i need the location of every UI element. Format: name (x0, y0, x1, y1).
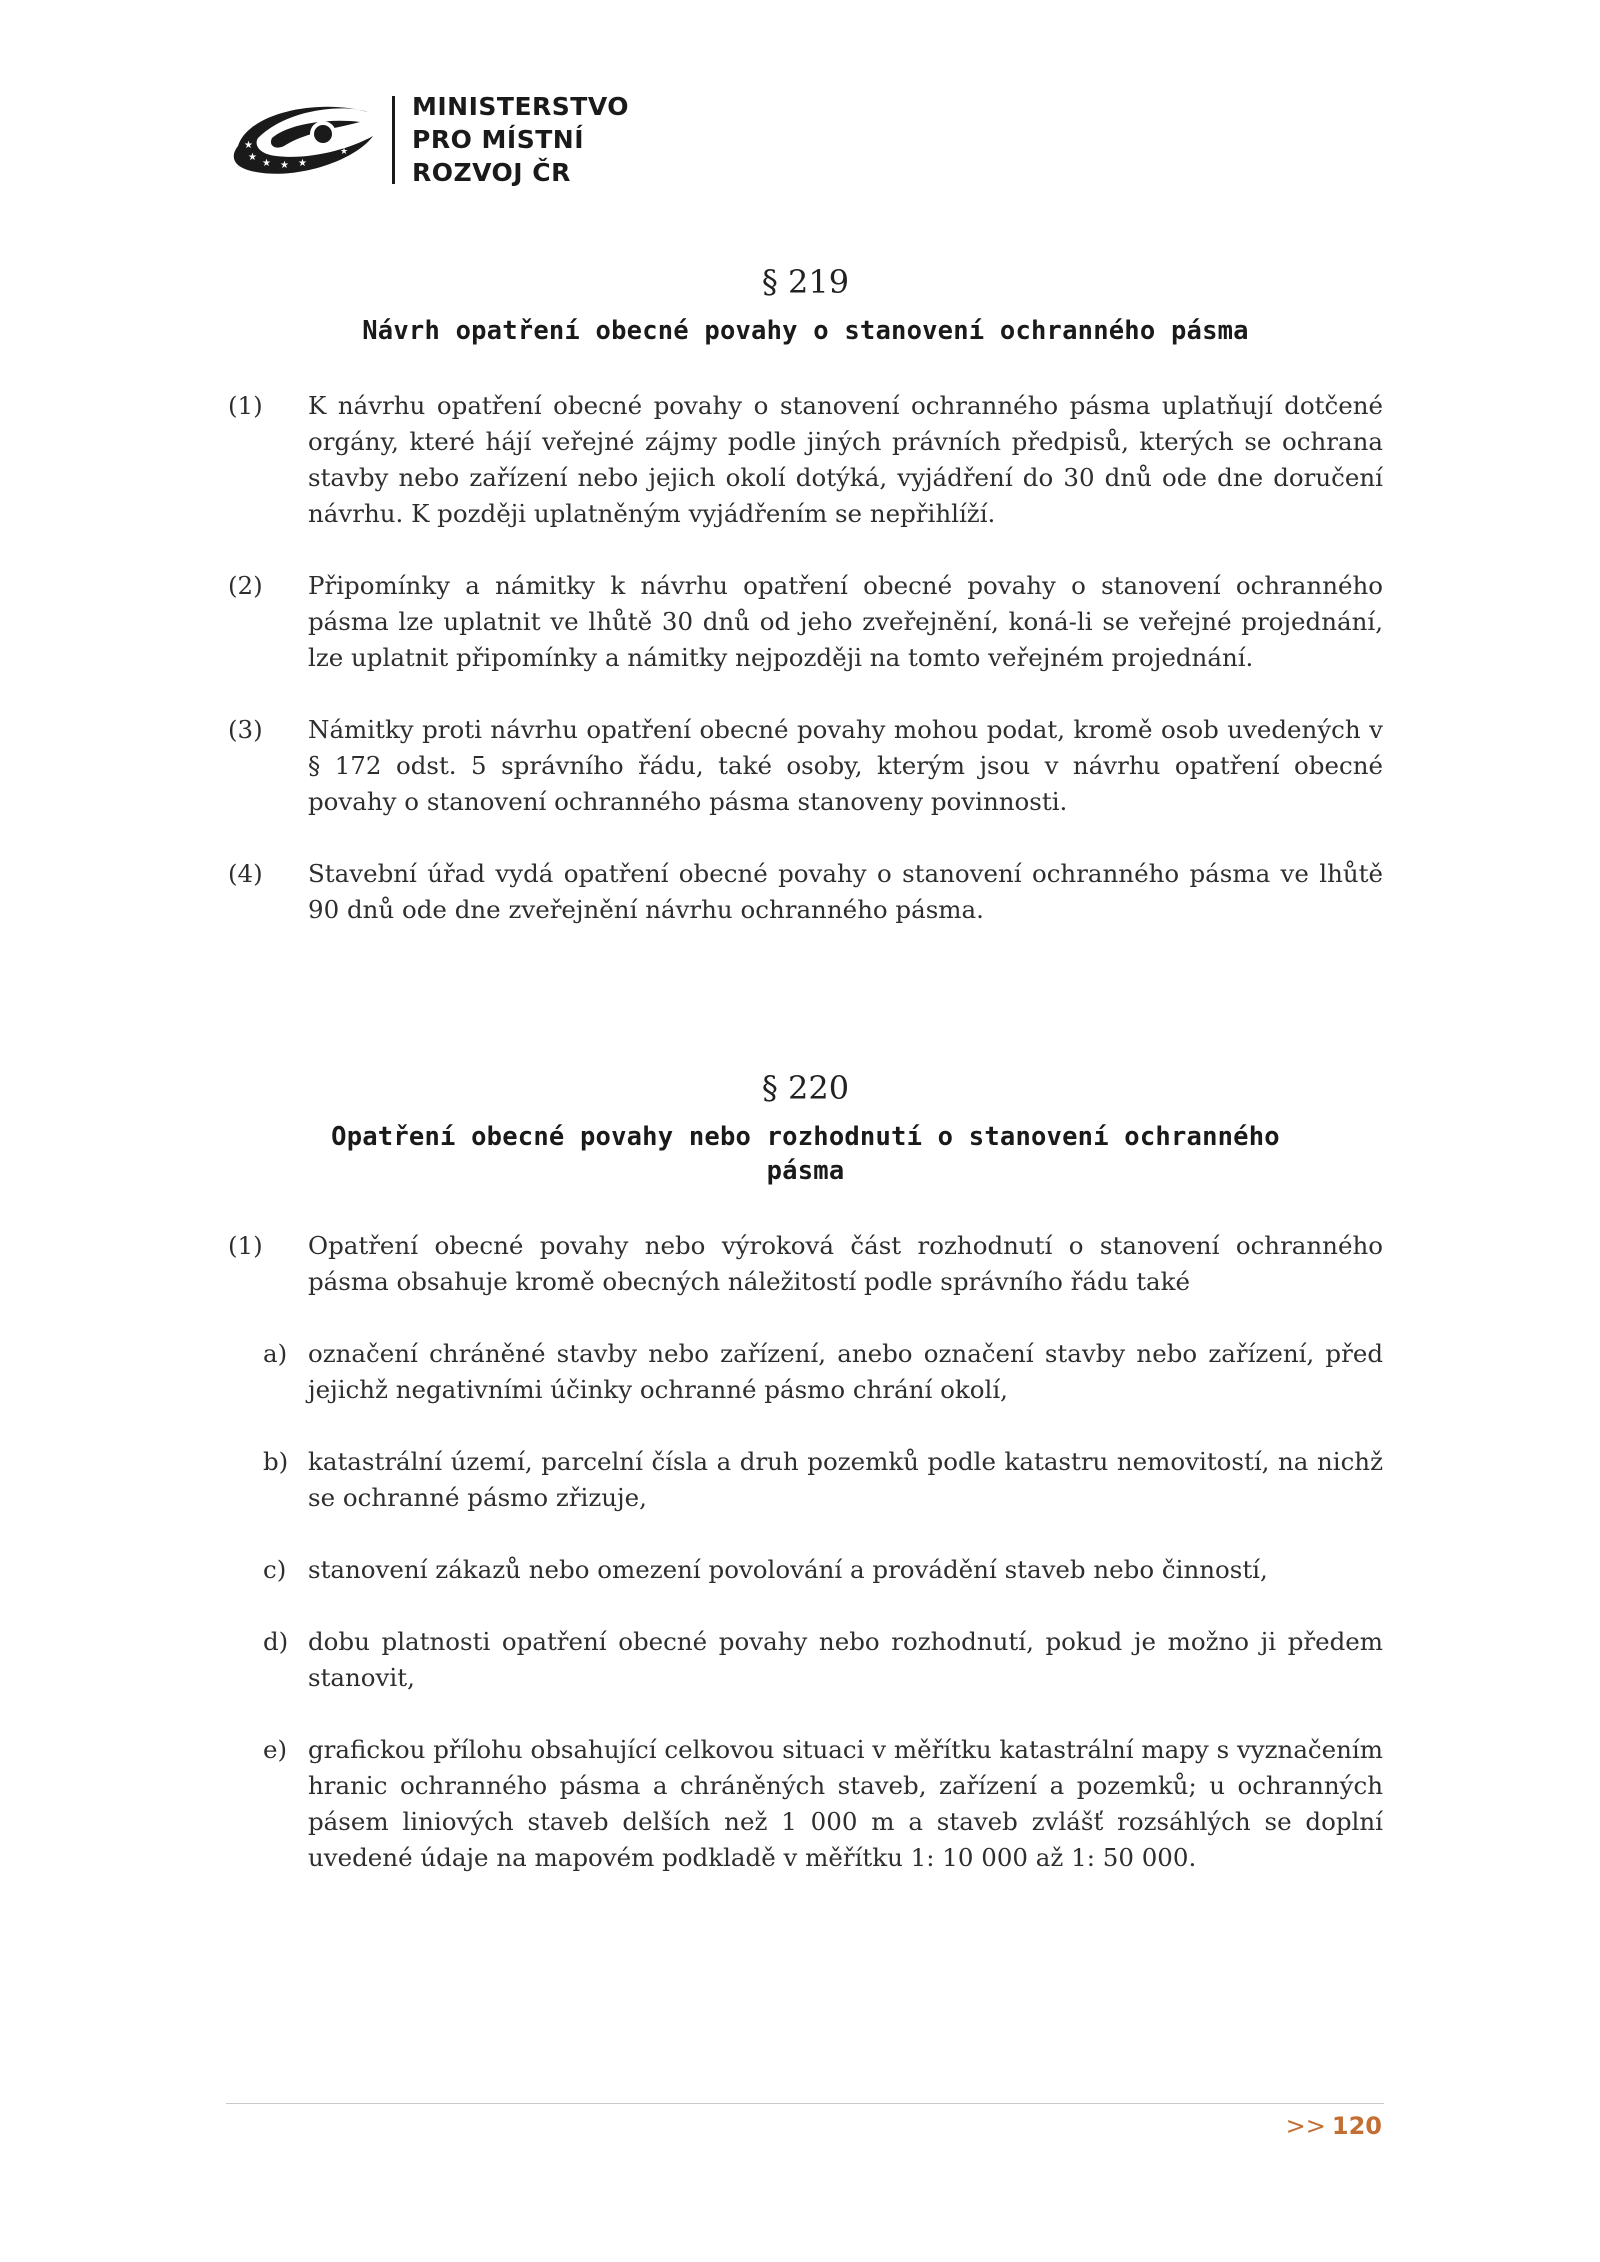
svg-text:★: ★ (340, 147, 349, 157)
clause-number: (1) (228, 391, 263, 420)
clause-number: (2) (228, 571, 263, 600)
svg-text:★: ★ (244, 140, 253, 151)
clause (228, 1228, 1383, 1300)
section-title: Opatření obecné povahy nebo rozhodnutí o stanovení ochranného pásma (331, 1122, 1280, 1186)
svg-text:★: ★ (262, 158, 271, 169)
clause-number: (1) (228, 1231, 263, 1260)
ministry-name-line: ROZVOJ ČR (412, 158, 571, 187)
list-item (228, 1552, 1383, 1588)
clause-text: Námitky proti návrhu opatření obecné povahy mohou podat, kromě osob uvedených v § 172 odst. 5 správního řádu, také osoby, kterým jsou v návrhu opatření obecné povahy o stanovení ochranného pásma stanoveny povinnosti. (308, 715, 1383, 816)
section-219 (228, 262, 1383, 928)
list-item (228, 1732, 1383, 1876)
clause (228, 712, 1383, 820)
clause (228, 568, 1383, 676)
list-item-key: b) (263, 1447, 289, 1476)
list-item-text: katastrální území, parcelní čísla a druh pozemků podle katastru nemovitostí, na nichž se ochranné pásmo zřizuje, (308, 1447, 1383, 1512)
list-item-key: d) (263, 1627, 289, 1656)
svg-text:★: ★ (248, 152, 257, 163)
ministry-name (412, 90, 629, 189)
list-item-text: stanovení zákazů nebo omezení povolování a provádění staveb nebo činností, (308, 1555, 1268, 1584)
clause-text: Stavební úřad vydá opatření obecné povahy o stanovení ochranného pásma ve lhůtě 90 dnů ode dne zveřejnění návrhu ochranného pásma. (308, 859, 1383, 924)
page-number-value: 120 (1331, 2112, 1382, 2140)
list-item (228, 1444, 1383, 1516)
svg-text:★: ★ (298, 158, 307, 169)
section-number: § 220 (761, 1069, 850, 1107)
logo-divider (392, 96, 395, 184)
list-item-text: grafickou přílohu obsahující celkovou situaci v měřítku katastrální mapy s vyznačením hranic ochranného pásma a chráněných staveb, zařízení a pozemků; u ochranných pásem liniových staveb delších než 1 000 m a staveb zvlášť rozsáhlých se doplní uvedené údaje na mapovém podkladě v měřítku 1: 10 000 až 1: 50 000. (308, 1735, 1383, 1872)
ministry-name-line: PRO MÍSTNÍ (412, 125, 584, 154)
clause-number: (3) (228, 715, 263, 744)
list-item-text: označení chráněné stavby nebo zařízení, anebo označení stavby nebo zařízení, před jejichž negativními účinky ochranné pásmo chrání okolí, (308, 1339, 1383, 1404)
footer-divider (226, 2103, 1384, 2104)
clause-text: Připomínky a námitky k návrhu opatření obecné povahy o stanovení ochranného pásma lze uplatnit ve lhůtě 30 dnů od jeho zveřejnění, koná-li se veřejné projednání, lze uplatnit připomínky a námitky nejpozději na tomto veřejném projednání. (308, 571, 1383, 672)
clause (228, 856, 1383, 928)
clause-text: Opatření obecné povahy nebo výroková část rozhodnutí o stanovení ochranného pásma obsahuje kromě obecných náležitostí podle správního řádu také (308, 1231, 1383, 1296)
ministry-name-line: MINISTERSTVO (412, 92, 630, 121)
section-title: Návrh opatření obecné povahy o stanovení ochranného pásma (362, 316, 1249, 346)
clause (228, 388, 1383, 532)
mmr-logo-icon (228, 98, 378, 178)
list-item (228, 1624, 1383, 1696)
page-arrows: >> (1285, 2112, 1326, 2140)
clause-number: (4) (228, 859, 263, 888)
svg-text:★: ★ (280, 160, 289, 171)
page-header (228, 90, 728, 190)
list-item-key: c) (263, 1555, 287, 1584)
list-item-key: e) (263, 1735, 288, 1764)
list-item-text: dobu platnosti opatření obecné povahy nebo rozhodnutí, pokud je možno ji předem stanovit, (308, 1627, 1383, 1692)
page-number (1286, 2112, 1382, 2140)
list-item-key: a) (263, 1339, 288, 1368)
section-220 (228, 1068, 1383, 1876)
list-item (228, 1336, 1383, 1408)
clause-text: K návrhu opatření obecné povahy o stanovení ochranného pásma uplatňují dotčené orgány, které hájí veřejné zájmy podle jiných právních předpisů, kterých se ochrana stavby nebo zařízení nebo jejich okolí dotýká, vyjádření do 30 dnů ode dne doručení návrhu. K později uplatněným vyjádřením se nepřihlíží. (308, 391, 1383, 528)
section-number: § 219 (761, 263, 850, 301)
